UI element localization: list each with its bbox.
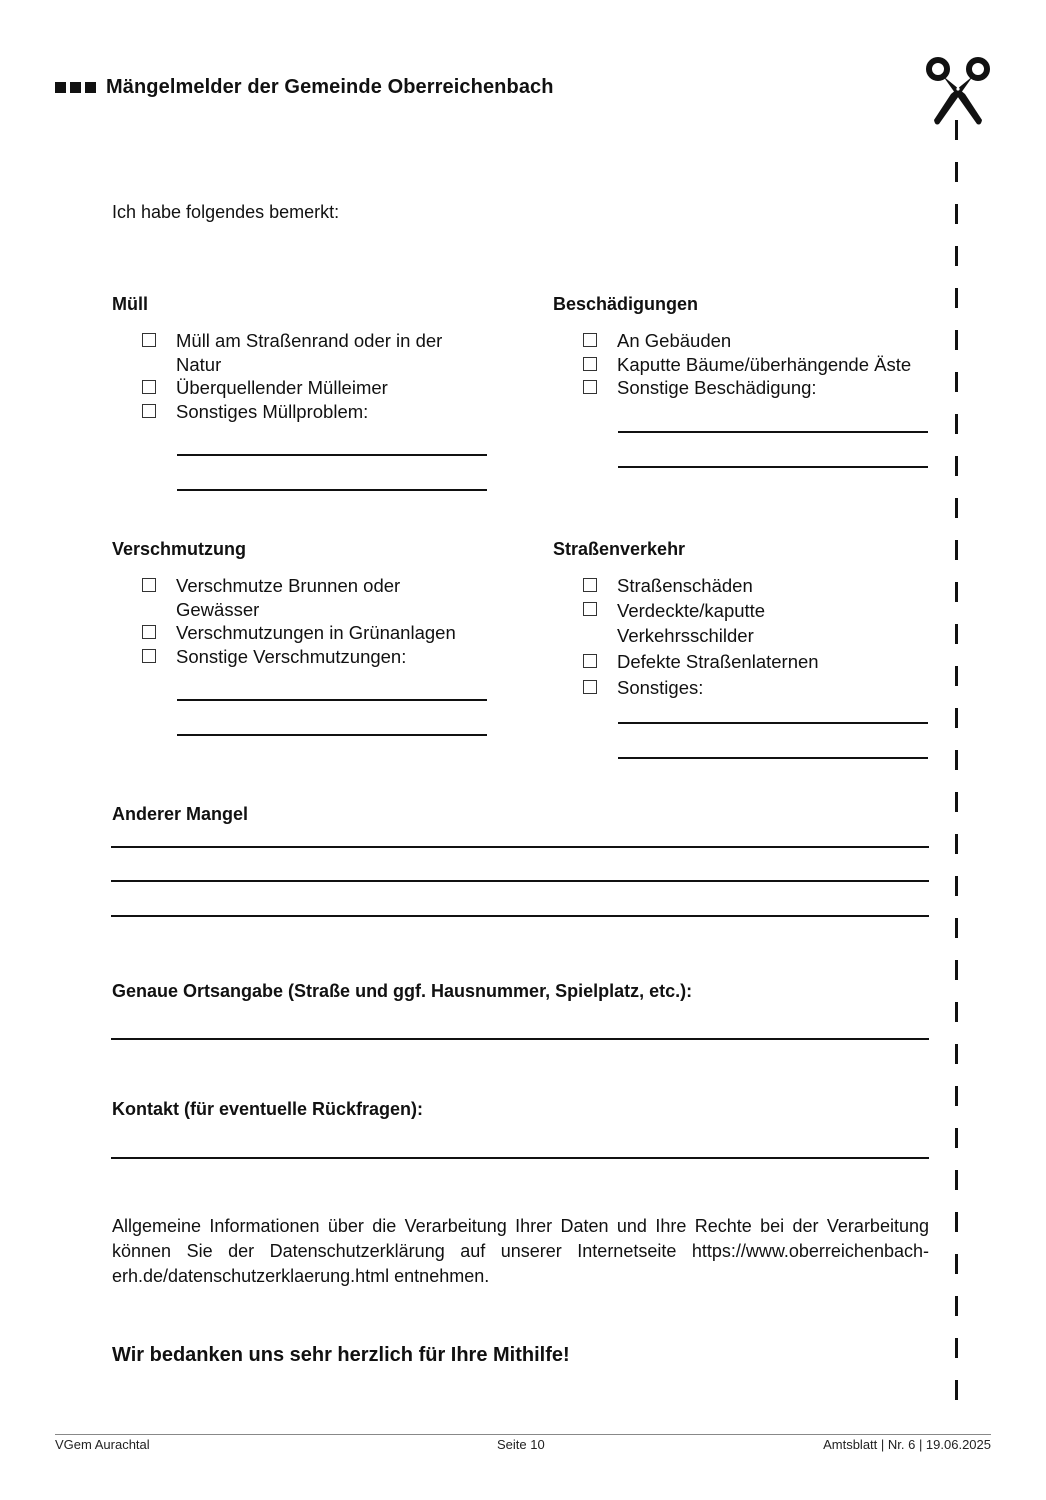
- checkbox[interactable]: [142, 380, 156, 394]
- checkbox[interactable]: [142, 649, 156, 663]
- checkbox-item[interactable]: [142, 376, 492, 400]
- other-defect-line-3[interactable]: [111, 915, 929, 917]
- checkbox-item[interactable]: [583, 376, 933, 400]
- checkbox[interactable]: [583, 380, 597, 394]
- checkbox-label: Straßenschäden: [617, 575, 753, 596]
- fill-in-line[interactable]: [618, 757, 928, 759]
- cut-line: [955, 120, 958, 1412]
- checkbox-item[interactable]: [583, 598, 933, 648]
- checkbox-item[interactable]: [583, 329, 933, 353]
- checkbox-item[interactable]: [583, 676, 933, 700]
- checkbox-label: Überquellender Mülleimer: [176, 377, 388, 398]
- footer-left: VGem Aurachtal: [55, 1437, 150, 1452]
- thanks-text: Wir bedanken uns sehr herzlich für Ihre Mithilfe!: [112, 1344, 570, 1366]
- checkbox-item[interactable]: [142, 621, 492, 645]
- section-title: Straßenverkehr: [553, 539, 686, 559]
- footer-page-number: Seite 10: [497, 1437, 545, 1452]
- other-defect-line-1[interactable]: [111, 846, 929, 848]
- section-beschaedigungen: [553, 294, 933, 468]
- intro-text: Ich habe folgendes bemerkt:: [112, 202, 340, 222]
- fill-in-line[interactable]: [618, 431, 928, 433]
- section-strassenverkehr: [553, 539, 933, 759]
- checkbox-item[interactable]: [142, 400, 492, 424]
- fill-in-line[interactable]: [177, 489, 487, 491]
- fill-in-line[interactable]: [177, 734, 487, 736]
- section-title: Verschmutzung: [112, 539, 247, 559]
- footer-right: Amtsblatt | Nr. 6 | 19.06.2025: [823, 1437, 991, 1452]
- checkbox[interactable]: [583, 654, 597, 668]
- checkbox[interactable]: [142, 625, 156, 639]
- section-verschmutzung: [112, 539, 492, 736]
- scissors-icon: [925, 56, 991, 128]
- checkbox[interactable]: [583, 602, 597, 616]
- section-title: Müll: [112, 294, 148, 314]
- checkbox-label: Sonstige Beschädigung:: [617, 377, 817, 398]
- checkbox-label: Kaputte Bäume/überhängende Äste: [617, 353, 912, 375]
- checkbox-label: Verdeckte/kaputte Verkehrsschilder: [617, 599, 766, 646]
- checkbox-label: Defekte Straßenlaternen: [617, 650, 819, 672]
- contact-line[interactable]: [111, 1157, 929, 1159]
- checkbox-item[interactable]: [142, 329, 492, 376]
- checkbox-item[interactable]: [583, 353, 933, 377]
- checkbox-item[interactable]: [142, 645, 492, 669]
- fill-in-line[interactable]: [177, 454, 487, 456]
- checkbox[interactable]: [142, 404, 156, 418]
- location-label: Genaue Ortsangabe (Straße und ggf. Hausnummer, Spielplatz, etc.):: [112, 981, 693, 1001]
- location-line[interactable]: [111, 1038, 929, 1040]
- checkbox-item[interactable]: [142, 574, 492, 621]
- checkbox[interactable]: [142, 333, 156, 347]
- checkbox-label: Sonstige Verschmutzungen:: [176, 645, 407, 667]
- checkbox[interactable]: [142, 578, 156, 592]
- checkbox-item[interactable]: [583, 574, 933, 598]
- checkbox[interactable]: [583, 680, 597, 694]
- checkbox-label: Verschmutze Brunnen oder Gewässer: [176, 575, 401, 620]
- fill-in-line[interactable]: [618, 466, 928, 468]
- checkbox-label: An Gebäuden: [617, 330, 732, 351]
- square-bullets-icon: [55, 82, 96, 93]
- section-title: Beschädigungen: [553, 294, 699, 314]
- other-defect-line-2[interactable]: [111, 880, 929, 882]
- fill-in-line[interactable]: [618, 722, 928, 724]
- checkbox-label: Müll am Straßenrand oder in der Natur: [176, 330, 443, 375]
- checkbox[interactable]: [583, 357, 597, 371]
- footer-divider: [55, 1434, 991, 1435]
- checkbox[interactable]: [583, 578, 597, 592]
- privacy-notice: Allgemeine Informationen über die Verarbeitung Ihrer Daten und Ihre Rechte bei der Verarbeitung können Sie der Datenschutzerklärung auf unserer Internetseite https://www.oberreichenbach-erh.de/datenschutzerklaerung.html entnehmen.: [112, 1216, 929, 1286]
- contact-label: Kontakt (für eventuelle Rückfragen):: [112, 1099, 424, 1119]
- fill-in-line[interactable]: [177, 699, 487, 701]
- section-muell: [112, 294, 492, 491]
- checkbox-item[interactable]: [583, 650, 933, 674]
- checkbox[interactable]: [583, 333, 597, 347]
- page-title: Mängelmelder der Gemeinde Oberreichenbach: [106, 76, 554, 98]
- other-defect-label: Anderer Mangel: [112, 804, 249, 824]
- checkbox-label: Sonstiges:: [617, 677, 704, 698]
- checkbox-label: Sonstiges Müllproblem:: [176, 400, 369, 422]
- page-header: [55, 76, 554, 99]
- checkbox-label: Verschmutzungen in Grünanlagen: [176, 622, 456, 643]
